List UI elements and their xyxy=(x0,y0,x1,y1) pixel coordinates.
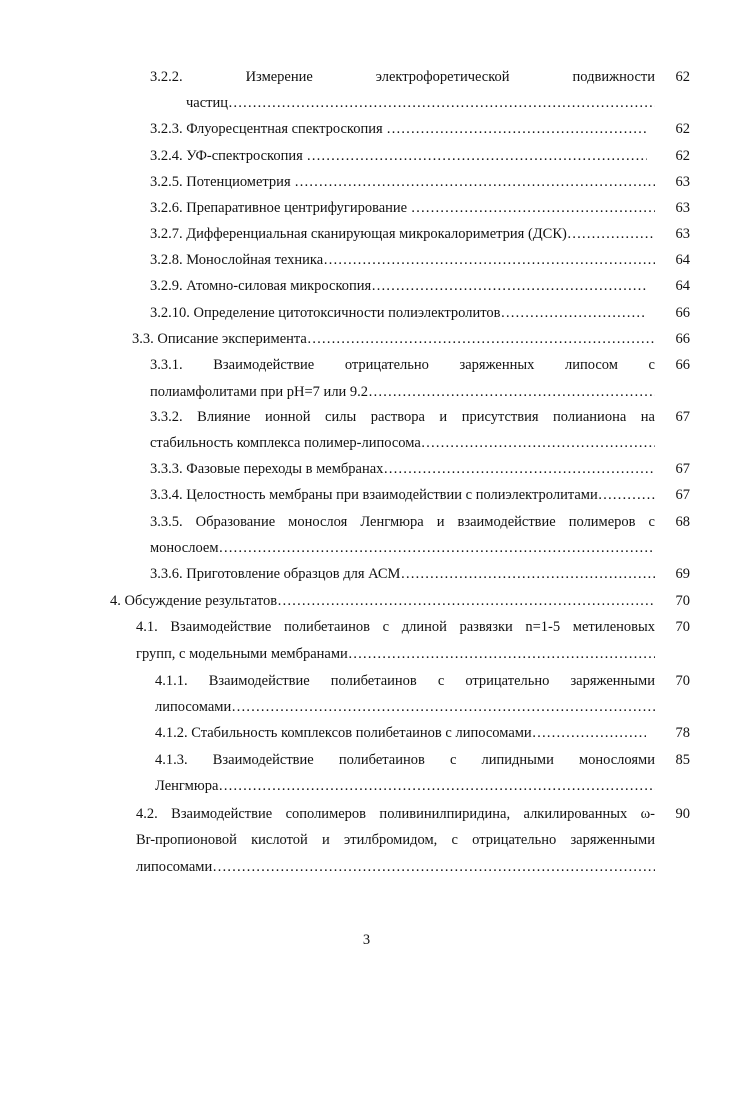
toc-entry[interactable] xyxy=(132,327,655,352)
toc-entry-title: 3.3.2. Влияние ионной силы раствора и присутствия полианиона на xyxy=(150,409,655,425)
toc-page-number: 63 xyxy=(675,174,690,190)
toc-entry-title: 4. Обсуждение результатов ………………………………………………………………………………………………………………………………………………………………………………………………… xyxy=(110,589,655,614)
toc-entry[interactable] xyxy=(150,222,655,247)
toc-page-number: 66 xyxy=(675,331,690,347)
page-number: 3 xyxy=(362,932,371,948)
toc-entry-continuation[interactable] xyxy=(150,380,655,405)
toc-entry-title: 3.3.1. Взаимодействие отрицательно заряженных липосом с xyxy=(150,357,655,373)
toc-page-number: 78 xyxy=(675,725,690,741)
toc-entry-title: 3.3.5. Образование монослоя Ленгмюра и взаимодействие полимеров с xyxy=(150,514,655,530)
toc-entry[interactable] xyxy=(110,589,655,614)
toc-entry[interactable] xyxy=(155,721,646,746)
toc-entry[interactable] xyxy=(150,144,647,169)
toc-entry[interactable] xyxy=(155,748,655,773)
toc-entry-continuation[interactable] xyxy=(150,431,655,456)
toc-entry[interactable] xyxy=(150,248,655,273)
toc-page-number: 63 xyxy=(675,200,690,216)
toc-entry[interactable] xyxy=(150,457,655,482)
toc-entry-continuation[interactable] xyxy=(155,695,655,720)
toc-entry-continuation[interactable] xyxy=(136,855,655,880)
toc-entry-title: 3.2.9. Атомно-силовая микроскопия ………………………………………………………………………………………………………………………………………………………………………………………………… xyxy=(150,274,647,299)
toc-entry-title: липосомами ………………………………………………………………………………………………………………………………………………………………………………………………… xyxy=(136,855,655,880)
toc-page-number: 67 xyxy=(675,409,690,425)
toc-page-number: 69 xyxy=(675,566,690,582)
toc-entry-title: 3.2.2. Измерение электрофоретической подвижности xyxy=(150,69,655,85)
toc-entry-title: монослоем ………………………………………………………………………………………………………………………………………………………………………………………………… xyxy=(150,536,655,561)
toc-entry-continuation[interactable] xyxy=(150,536,655,561)
toc-entry-title: 4.1. Взаимодействие полибетаинов с длиной развязки n=1-5 метиленовых xyxy=(136,619,655,635)
toc-entry-title: 3.3.4. Целостность мембраны при взаимодействии с полиэлектролитами ………………………………………………………………………………………………………………………………………………………………………………………………… xyxy=(150,483,655,508)
toc-entry[interactable] xyxy=(136,802,655,827)
toc-page-number: 66 xyxy=(675,357,690,373)
toc-page-number: 62 xyxy=(675,69,690,85)
toc-entry-title: 3.2.4. УФ-спектроскопия ………………………………………………………………………………………………………………………………………………………………………………………………… xyxy=(150,144,647,169)
toc-entry-title: 3.2.10. Определение цитотоксичности полиэлектролитов ………………………………………………………………………………………………………………………………………………………………………………………………… xyxy=(150,301,647,326)
toc-entry[interactable] xyxy=(150,117,647,142)
toc-entry-title: 3.2.3. Флуоресцентная спектроскопия ………………………………………………………………………………………………………………………………………………………………………………………………… xyxy=(150,117,647,142)
toc-entry-title: 3.3.6. Приготовление образцов для АСМ ………………………………………………………………………………………………………………………………………………………………………………………………… xyxy=(150,562,655,587)
toc-entry[interactable] xyxy=(150,170,655,195)
toc-entry-title: стабильность комплекса полимер-липосома ………………………………………………………………………………………………………………………………………………………………………………………………… xyxy=(150,431,655,456)
toc-page-number: 67 xyxy=(675,487,690,503)
toc-entry-title: 3.3.3. Фазовые переходы в мембранах ………………………………………………………………………………………………………………………………………………………………………………………………… xyxy=(150,457,655,482)
toc-page-number: 64 xyxy=(675,252,690,268)
toc-entry-title: 3.3. Описание эксперимента ………………………………………………………………………………………………………………………………………………………………………………………………… xyxy=(132,327,655,352)
toc-entry-title: групп, с модельными мембранами ………………………………………………………………………………………………………………………………………………………………………………………………… xyxy=(136,642,655,667)
toc-page-number: 64 xyxy=(675,278,690,294)
toc-page-number: 62 xyxy=(675,148,690,164)
toc-entry[interactable] xyxy=(150,510,655,535)
toc-entry-continuation[interactable] xyxy=(186,91,655,116)
toc-page-number: 70 xyxy=(675,619,690,635)
toc-entry-title: Ленгмюра ………………………………………………………………………………………………………………………………………………………………………………………………… xyxy=(155,774,655,799)
toc-entry[interactable] xyxy=(150,196,655,221)
toc-entry-title: Br-пропионовой кислотой и этилбромидом, с отрицательно заряженными xyxy=(136,832,655,848)
toc-entry-title: 4.2. Взаимодействие сополимеров поливинилпиридина, алкилированных ω- xyxy=(136,806,655,822)
toc-page-number: 67 xyxy=(675,461,690,477)
toc-page-number: 70 xyxy=(675,593,690,609)
toc-entry[interactable] xyxy=(155,669,655,694)
toc-entry-continuation[interactable] xyxy=(136,828,655,853)
toc-entry[interactable] xyxy=(150,405,655,430)
toc-page-number: 70 xyxy=(675,673,690,689)
toc-page-number: 85 xyxy=(675,752,690,768)
toc-entry-title: 4.1.2. Стабильность комплексов полибетаинов с липосомами ………………………………………………………………………………………………………………………………………………………………………………………………… xyxy=(155,721,646,746)
toc-entry[interactable] xyxy=(150,274,647,299)
toc-entry-continuation[interactable] xyxy=(155,774,655,799)
toc-entry-title: 4.1.1. Взаимодействие полибетаинов с отрицательно заряженными xyxy=(155,673,655,689)
toc-entry[interactable] xyxy=(150,65,655,90)
toc-entry-title: полиамфолитами при pH=7 или 9.2 ………………………………………………………………………………………………………………………………………………………………………………………………… xyxy=(150,380,655,405)
toc-entry-title: 3.2.7. Дифференциальная сканирующая микрокалориметрия (ДСК) ………………………………………………………………………………………………………………………………………………………………………………………………… xyxy=(150,222,655,247)
toc-entry[interactable] xyxy=(150,301,647,326)
toc-entry-continuation[interactable] xyxy=(136,642,655,667)
toc-entry-title: частиц ………………………………………………………………………………………………………………………………………………………………………………………………… xyxy=(186,91,655,116)
toc-page-number: 63 xyxy=(675,226,690,242)
toc-entry-title: 3.2.8. Монослойная техника ………………………………………………………………………………………………………………………………………………………………………………………………… xyxy=(150,248,655,273)
toc-entry-title: липосомами ………………………………………………………………………………………………………………………………………………………………………………………………… xyxy=(155,695,655,720)
toc-page-number: 66 xyxy=(675,305,690,321)
toc-entry[interactable] xyxy=(150,483,655,508)
toc-entry-title: 3.2.5. Потенциометрия ………………………………………………………………………………………………………………………………………………………………………………………………… xyxy=(150,170,655,195)
toc-entry-title: 3.2.6. Препаративное центрифугирование ………………………………………………………………………………………………………………………………………………………………………………………………… xyxy=(150,196,655,221)
toc-entry[interactable] xyxy=(150,353,655,378)
toc-page-number: 68 xyxy=(675,514,690,530)
toc-page-number: 90 xyxy=(675,806,690,822)
toc-entry-title: 4.1.3. Взаимодействие полибетаинов с липидными монослоями xyxy=(155,752,655,768)
toc-entry[interactable] xyxy=(150,562,655,587)
toc-entry[interactable] xyxy=(136,615,655,640)
toc-page-number: 62 xyxy=(675,121,690,137)
